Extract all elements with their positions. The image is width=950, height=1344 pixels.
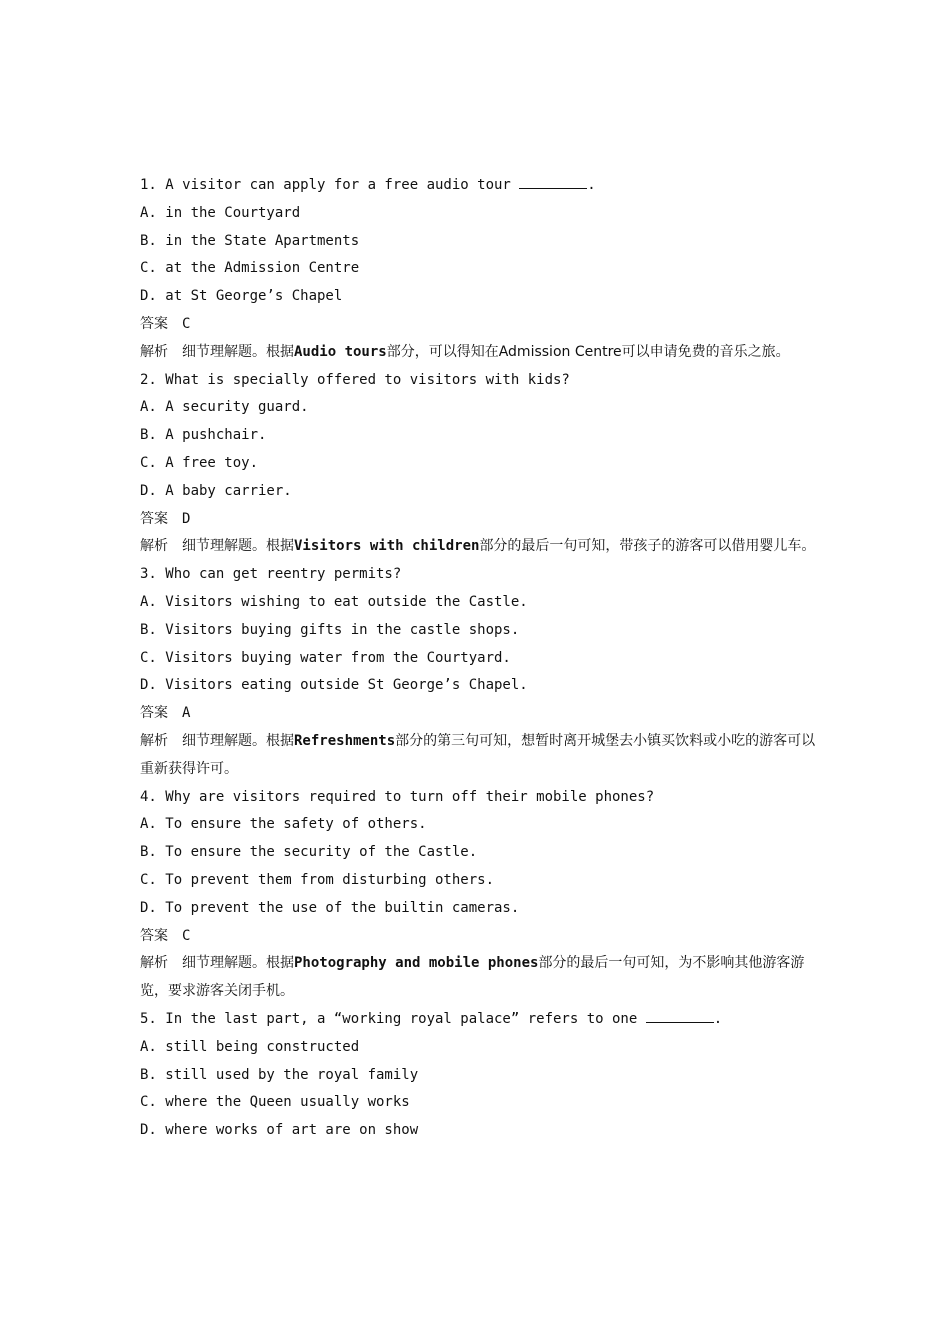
option-d: D. A baby carrier. (140, 482, 292, 499)
answer-line: 答案 C (140, 315, 191, 332)
analysis-keyword: Refreshments (294, 732, 396, 749)
option-c: C. Visitors buying water from the Courtyard. (140, 649, 511, 666)
analysis-keyword: Photography and mobile phones (294, 955, 539, 972)
analysis-keyword: Visitors with children (294, 538, 480, 555)
question-stem: 4. Why are visitors required to turn off their mobile phones? (140, 788, 655, 805)
question-5 (140, 1006, 820, 1145)
answer-line: 答案 D (140, 510, 191, 527)
question-2 (140, 367, 820, 562)
option-c: C. at the Admission Centre (140, 260, 360, 277)
option-a: A. still being constructed (140, 1038, 360, 1055)
option-d: D. Visitors eating outside St George’s Chapel. (140, 677, 528, 694)
question-3 (140, 561, 820, 783)
option-c: C. where the Queen usually works (140, 1094, 410, 1111)
question-1 (140, 172, 820, 367)
analysis-line: 解析 细节理解题。根据Audio tours部分，可以得知在Admission Centre可以申请免费的音乐之旅。 (140, 343, 790, 360)
option-a: A. A security guard. (140, 399, 309, 416)
question-stem: 3. Who can get reentry permits? (140, 566, 402, 583)
answer-blank (646, 1008, 714, 1023)
analysis-line: 解析 细节理解题。根据Photography and mobile phones部分的最后一句可知，为不影响其他游客游览，要求游客关闭手机。 (140, 955, 805, 1000)
question-stem: 2. What is specially offered to visitors with kids? (140, 371, 570, 388)
answer-line: 答案 C (140, 927, 191, 944)
option-d: D. To prevent the use of the builtin cameras. (140, 899, 520, 916)
option-b: B. Visitors buying gifts in the castle shops. (140, 621, 520, 638)
option-b: B. in the State Apartments (140, 232, 360, 249)
option-a: A. in the Courtyard (140, 204, 301, 221)
question-4 (140, 784, 820, 1006)
option-b: B. A pushchair. (140, 427, 267, 444)
analysis-line: 解析 细节理解题。根据Refreshments部分的第三句可知，想暂时离开城堡去小镇买饮料或小吃的游客可以重新获得许可。 (140, 732, 816, 777)
document-page (140, 172, 820, 1145)
option-a: A. Visitors wishing to eat outside the Castle. (140, 593, 528, 610)
answer-line: 答案 A (140, 705, 191, 722)
question-stem: 5. In the last part, a “working royal palace” refers to one . (140, 1006, 820, 1034)
question-stem: 1. A visitor can apply for a free audio tour . (140, 172, 820, 200)
option-c: C. To prevent them from disturbing others. (140, 871, 495, 888)
option-d: D. where works of art are on show (140, 1122, 419, 1139)
analysis-line: 解析 细节理解题。根据Visitors with children部分的最后一句可知，带孩子的游客可以借用婴儿车。 (140, 538, 816, 555)
option-b: B. still used by the royal family (140, 1066, 419, 1083)
option-d: D. at St George’s Chapel (140, 288, 343, 305)
answer-blank (519, 174, 587, 189)
option-a: A. To ensure the safety of others. (140, 816, 427, 833)
option-c: C. A free toy. (140, 454, 259, 471)
analysis-keyword: Audio tours (294, 343, 387, 360)
option-b: B. To ensure the security of the Castle. (140, 844, 478, 861)
